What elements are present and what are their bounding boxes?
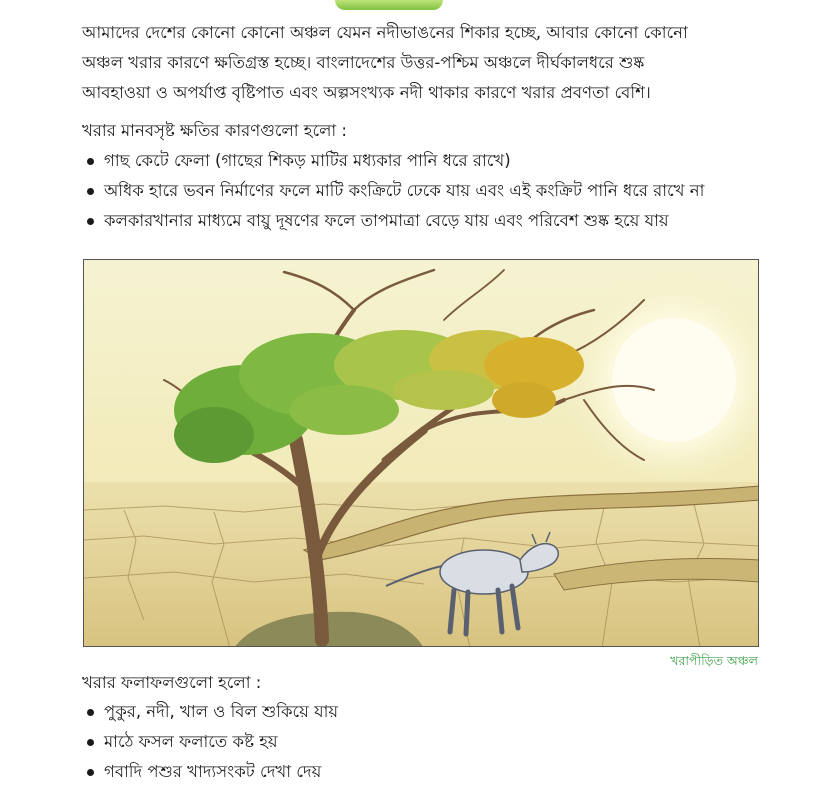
causes-list bbox=[82, 146, 704, 236]
list-item: গাছ কেটে ফেলা (গাছের শিকড় মাটির মধ্যকার পানি ধরে রাখে) bbox=[82, 146, 704, 176]
intro-line: আবহাওয়া ও অপর্যাপ্ত বৃষ্টিপাত এবং অল্পসংখ্যক নদী থাকার কারণে খরার প্রবণতা বেশি। bbox=[82, 83, 651, 102]
causes-heading: খরার মানবসৃষ্ট ক্ষতির কারণগুলো হলো : bbox=[82, 121, 347, 140]
sun bbox=[612, 318, 736, 442]
intro-paragraph bbox=[82, 18, 772, 108]
list-item: অধিক হারে ভবন নির্মাণের ফলে মাটি কংক্রিটে ঢেকে যায় এবং এই কংক্রিট পানি ধরে রাখে না bbox=[82, 176, 704, 206]
intro-line: আমাদের দেশের কোনো কোনো অঞ্চল যেমন নদীভাঙনের শিকার হচ্ছে, আবার কোনো কোনো bbox=[82, 23, 688, 42]
figure-caption: খরাপীড়িত অঞ্চল bbox=[670, 653, 758, 668]
intro-line: অঞ্চল খরার কারণে ক্ষতিগ্রস্ত হচ্ছে। বাংলাদেশের উত্তর-পশ্চিম অঞ্চলে দীর্ঘকালধরে শুষ্ক bbox=[82, 53, 645, 72]
list-item: কলকারখানার মাধ্যমে বায়ু দূষণের ফলে তাপমাত্রা বেড়ে যায় এবং পরিবেশ শুষ্ক হয়ে যায় bbox=[82, 206, 704, 236]
drought-illustration bbox=[83, 259, 759, 647]
list-item: মাঠে ফসল ফলাতে কষ্ট হয় bbox=[82, 727, 338, 757]
drought-scene bbox=[84, 260, 759, 647]
effects-list bbox=[82, 697, 338, 787]
list-item: পুকুর, নদী, খাল ও বিল শুকিয়ে যায় bbox=[82, 697, 338, 727]
list-item: গবাদি পশুর খাদ্যসংকট দেখা দেয় bbox=[82, 757, 338, 787]
chapter-tab-decoration bbox=[335, 0, 443, 10]
effects-heading: খরার ফলাফলগুলো হলো : bbox=[82, 673, 262, 692]
